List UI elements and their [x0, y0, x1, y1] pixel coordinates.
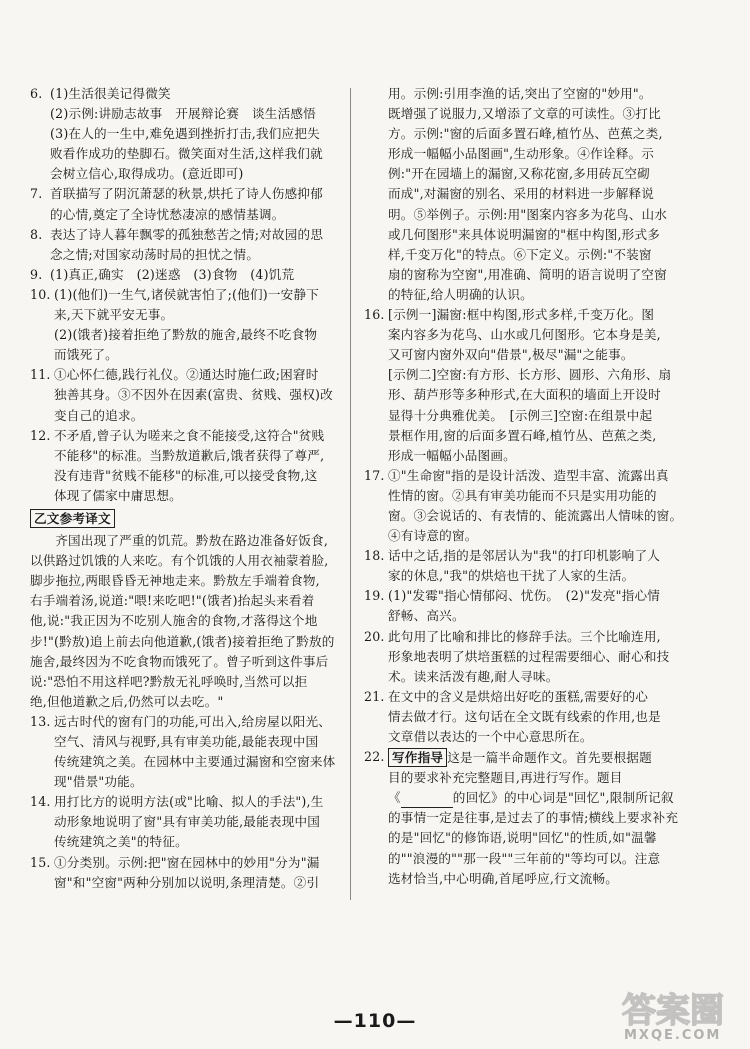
answer-line: 家的休息,"我"的烘焙也干扰了人家的生活。	[388, 568, 635, 584]
answer-line: (1)(他们)一生气,诸侯就害怕了;(他们)一安静下	[54, 286, 320, 302]
answer-item-17	[364, 466, 724, 546]
item-number: 12.	[30, 427, 51, 443]
page-number: —110—	[333, 1010, 417, 1032]
answer-line: 首联描写了阴沉萧瑟的秋景,烘托了诗人伤感抑郁	[50, 186, 323, 202]
translation-line: 说:"恐怕不用这样吧?黔敖无礼呼唤时,当然可以拒	[30, 673, 308, 689]
answer-item-20	[364, 627, 724, 687]
answer-line: 案内容多为花鸟、山水或几何图形。它本身是美,	[388, 327, 661, 343]
item-number: 15.	[30, 854, 51, 870]
answer-line: 的""浪漫的""那一段""三年前的"等均可以。注意	[388, 850, 661, 866]
answer-line: 此句用了比喻和排比的修辞手法。三个比喻连用,	[388, 628, 661, 644]
item-number: 19.	[364, 588, 385, 604]
answer-line: 形成一幅幅小品图画",生动形象。④作诠释。示	[388, 146, 655, 162]
answer-item-15-continued	[364, 84, 724, 305]
answer-item-11	[30, 365, 342, 425]
item-number: 9.	[30, 266, 43, 282]
answer-item-7	[30, 184, 342, 224]
answer-line: 舒畅、高兴。	[388, 608, 465, 624]
item-number: 17.	[364, 467, 385, 483]
answer-item-12	[30, 426, 342, 506]
item-number: 11.	[30, 367, 51, 383]
answer-item-8	[30, 225, 342, 265]
translation-text	[30, 531, 342, 712]
answer-line: (3)在人的一生中,难免遇到挫折打击,我们应把失	[50, 126, 320, 142]
left-column	[30, 84, 342, 893]
answer-line: 样,千变万化"的特点。⑥下定义。示例:"不装窗	[388, 246, 652, 262]
item-number: 21.	[364, 688, 385, 704]
answer-text: 这是一篇半命题作文。首先要根据题	[447, 750, 652, 766]
answer-item-13	[30, 712, 342, 792]
answer-line: 形、葫芦形等多种形式,在大面积的墙面上开设时	[388, 387, 661, 403]
answer-line: 而饿死了。	[54, 347, 118, 363]
answer-line: 文章借以表达的一个中心意思所在。	[388, 729, 593, 744]
answer-line: 表达了诗人暮年飘零的孤独愁苦之情;对故园的思	[50, 226, 324, 242]
answer-item-10	[30, 285, 342, 365]
answer-line: 情去做才行。这句话在全文既有线索的作用,也是	[388, 708, 661, 724]
answer-line: 话中之话,指的是邻居认为"我"的打印机影响了人	[388, 548, 661, 564]
answer-line: 目的要求补充完整题目,再进行写作。题目	[388, 770, 623, 786]
answer-line: 扇的窗称为空窗",用准确、简明的语言说明了空窗	[388, 266, 667, 282]
translation-line: 齐国出现了严重的饥荒。黔敖在路边准备好饭食,	[55, 533, 329, 549]
translation-line: 右手端着汤,说道:"喂!来吃吧!"(饿者)抬起头来看着	[30, 593, 315, 609]
answer-item-9	[30, 265, 342, 285]
item-number: 14.	[30, 794, 51, 810]
answer-line: (1)"发霉"指心情郁闷、忧伤。 (2)"发亮"指心情	[388, 588, 661, 604]
answer-line: 明。⑤举例子。示例:用"图案内容多为花鸟、山水	[388, 206, 668, 222]
answer-line: 来,天下就平安无事。	[54, 307, 174, 323]
answer-line: 窗。③会说话的、有表情的、能流露出人情味的窗。	[388, 507, 683, 523]
item-number: 16.	[364, 307, 385, 323]
answer-line: 用打比方的说明方法(或"比喻、拟人的手法"),生	[54, 794, 324, 810]
answer-line: 不矛盾,曾子认为嗟来之食不能接受,这符合"贫贱	[54, 427, 325, 443]
answer-line: 选材恰当,中心明确,首尾呼应,行文流畅。	[388, 870, 619, 886]
item-number: 18.	[364, 548, 385, 564]
item-number: 10.	[30, 286, 51, 302]
title-blank-line	[388, 788, 724, 808]
answer-line: ①"生命窗"指的是设计活泼、造型丰富、流露出真	[388, 467, 669, 483]
answer-line: 术。读来活泼有趣,耐人寻味。	[388, 668, 559, 684]
answer-line: [示例二]空窗:有方形、长方形、圆形、六角形、扇	[388, 367, 672, 383]
answer-line: 既增强了说服力,又增添了文章的可读性。③打比	[388, 106, 661, 122]
answer-line: ④有诗意的窗。	[388, 528, 478, 544]
answer-line: 例:"开在园墙上的漏窗,又称花窗,多用砖瓦空砌	[388, 166, 650, 182]
translation-line: 绝,但他道歉之后,仍然可以去吃。"	[30, 693, 224, 709]
answer-line: 传统建筑之美"的特征。	[54, 834, 188, 850]
answer-line: 方。示例:"窗的后面多置石峰,植竹丛、芭蕉之类,	[388, 126, 663, 142]
writing-guide-first-line	[388, 747, 724, 768]
answer-line: 体现了儒家中庸思想。	[54, 487, 182, 503]
answer-item-19	[364, 586, 724, 626]
answer-line: 独善其身。③不因外在因素(富贵、贫贱、强权)改	[54, 387, 333, 403]
answer-text: 的回忆》的中心词是"回忆",限制所记叙	[452, 790, 674, 806]
answer-text: 《	[388, 790, 401, 806]
item-number: 20.	[364, 628, 385, 644]
answer-line: 的特征,给人明确的认识。	[388, 286, 533, 302]
answer-line: 的是"回忆"的修饰语,说明"回忆"的性质,如"温馨	[388, 830, 657, 846]
answer-line: 动形象地说明了窗"具有审美功能,最能表现中国	[54, 814, 321, 830]
answer-line: 显得十分典雅优美。 [示例三]空窗:在组景中起	[388, 407, 653, 423]
answer-line: 没有违背"贫贱不能移"的标准,可以接受食物,这	[54, 467, 318, 483]
translation-heading: 乙文参考译文	[30, 509, 115, 528]
answer-line: (1)真正,确实 (2)迷惑 (3)食物 (4)饥荒	[50, 266, 295, 282]
watermark-logo	[618, 986, 742, 1044]
answer-line: 窗"和"空窗"两种分别加以说明,条理清楚。②引	[54, 874, 320, 890]
answer-line: 而成",对漏窗的别名、采用的材料进一步解释说	[388, 186, 655, 202]
answer-line: 不能移"的标准。当黔敖道歉后,饿者获得了尊严,	[54, 447, 325, 463]
answer-line: (1)生活很美记得微笑	[50, 86, 171, 101]
right-column	[364, 84, 724, 889]
column-divider	[350, 88, 351, 900]
answer-line: ①分类别。示例:把"窗在园林中的妙用"分为"漏	[54, 854, 320, 870]
answer-line: 远古时代的窗有门的功能,可出入,给房屋以阳光、	[54, 713, 332, 729]
answer-line: 的心情,奠定了全诗忧愁凄凉的感情基调。	[50, 206, 285, 222]
answer-line: 在文中的含义是烘焙出好吃的蛋糕,需要好的心	[388, 688, 649, 704]
translation-line: 以供路过饥饿的人来吃。有个饥饿的人用衣袖蒙着脸,	[30, 553, 329, 569]
item-number: 22.	[364, 749, 385, 765]
watermark-logo-icon	[618, 986, 742, 1030]
answer-line: 或几何图形"来具体说明漏窗的"框中构图,形式多	[388, 226, 661, 242]
translation-line: 脚步拖拉,两眼昏昏无神地走来。黔敖左手端着食物,	[30, 573, 320, 589]
answer-item-22	[364, 747, 724, 889]
answer-item-14	[30, 792, 342, 852]
answer-line: 的事情一定是往事,是过去了的事情;横线上要求补充	[388, 810, 679, 826]
item-number: 6.	[30, 86, 43, 101]
translation-heading-block	[30, 508, 342, 529]
title-blank	[401, 794, 453, 808]
answer-line: 念之情;对国家动荡时局的担忧之情。	[50, 246, 260, 262]
answer-line: 变自己的追求。	[54, 407, 144, 423]
watermark-text: MXQE.COM	[624, 1028, 722, 1043]
answer-line: 现"借景"功能。	[54, 774, 143, 790]
answer-item-16	[364, 305, 724, 466]
answer-line: (2)(饿者)接着拒绝了黔敖的施舍,最终不吃食物	[54, 327, 318, 343]
answer-line: 用。示例:引用李渔的话,突出了空窗的"妙用"。	[388, 86, 652, 101]
answer-item-18	[364, 546, 724, 586]
watermark-glyphs: 答案圈	[622, 991, 724, 1030]
item-number: 13.	[30, 713, 51, 729]
answer-line: 败看作成功的垫脚石。微笑面对生活,这样我们就	[50, 146, 323, 162]
answer-item-6	[30, 84, 342, 184]
item-number: 7.	[30, 186, 43, 202]
answer-line: 形成一幅幅小品图画。	[388, 447, 516, 463]
answer-line: 景框作用,窗的后面多置石峰,植竹丛、芭蕉之类,	[388, 427, 657, 443]
answer-line: 形象地表明了烘培蛋糕的过程需要细心、耐心和技	[388, 648, 670, 664]
answer-line: 又可窗内窗外双向"借景",极尽"漏"之能事。	[388, 347, 634, 363]
answer-item-21	[364, 687, 724, 747]
answer-line: [示例一]漏窗:框中构图,形式多样,千变万化。图	[388, 307, 655, 323]
answer-line: 传统建筑之美。在园林中主要通过漏窗和空窗来体	[54, 754, 336, 770]
answer-line: 会树立信心,取得成功。(意近即可)	[50, 166, 244, 182]
writing-guide-label: 写作指导	[388, 748, 447, 767]
answer-line: 性情的窗。②具有审美功能而不只是实用功能的	[388, 487, 657, 503]
translation-line: 他,说:"我正因为不吃别人施舍的食物,才落得这个地	[30, 613, 318, 629]
answer-line: (2)示例:讲励志故事 开展辩论赛 谈生活感悟	[50, 106, 316, 122]
answer-item-15	[30, 853, 342, 893]
translation-line: 步!"(黔敖)追上前去向他道歉,(饿者)接着拒绝了黔敖的	[30, 633, 335, 649]
item-number: 8.	[30, 226, 43, 242]
translation-line: 施舍,最终因为不吃食物而饿死了。曾子听到这件事后	[30, 653, 329, 669]
answer-line: 空气、清风与视野,具有审美功能,最能表现中国	[54, 734, 319, 749]
answer-line: ①心怀仁德,践行礼仪。②通达时施仁政;困窘时	[54, 367, 319, 383]
